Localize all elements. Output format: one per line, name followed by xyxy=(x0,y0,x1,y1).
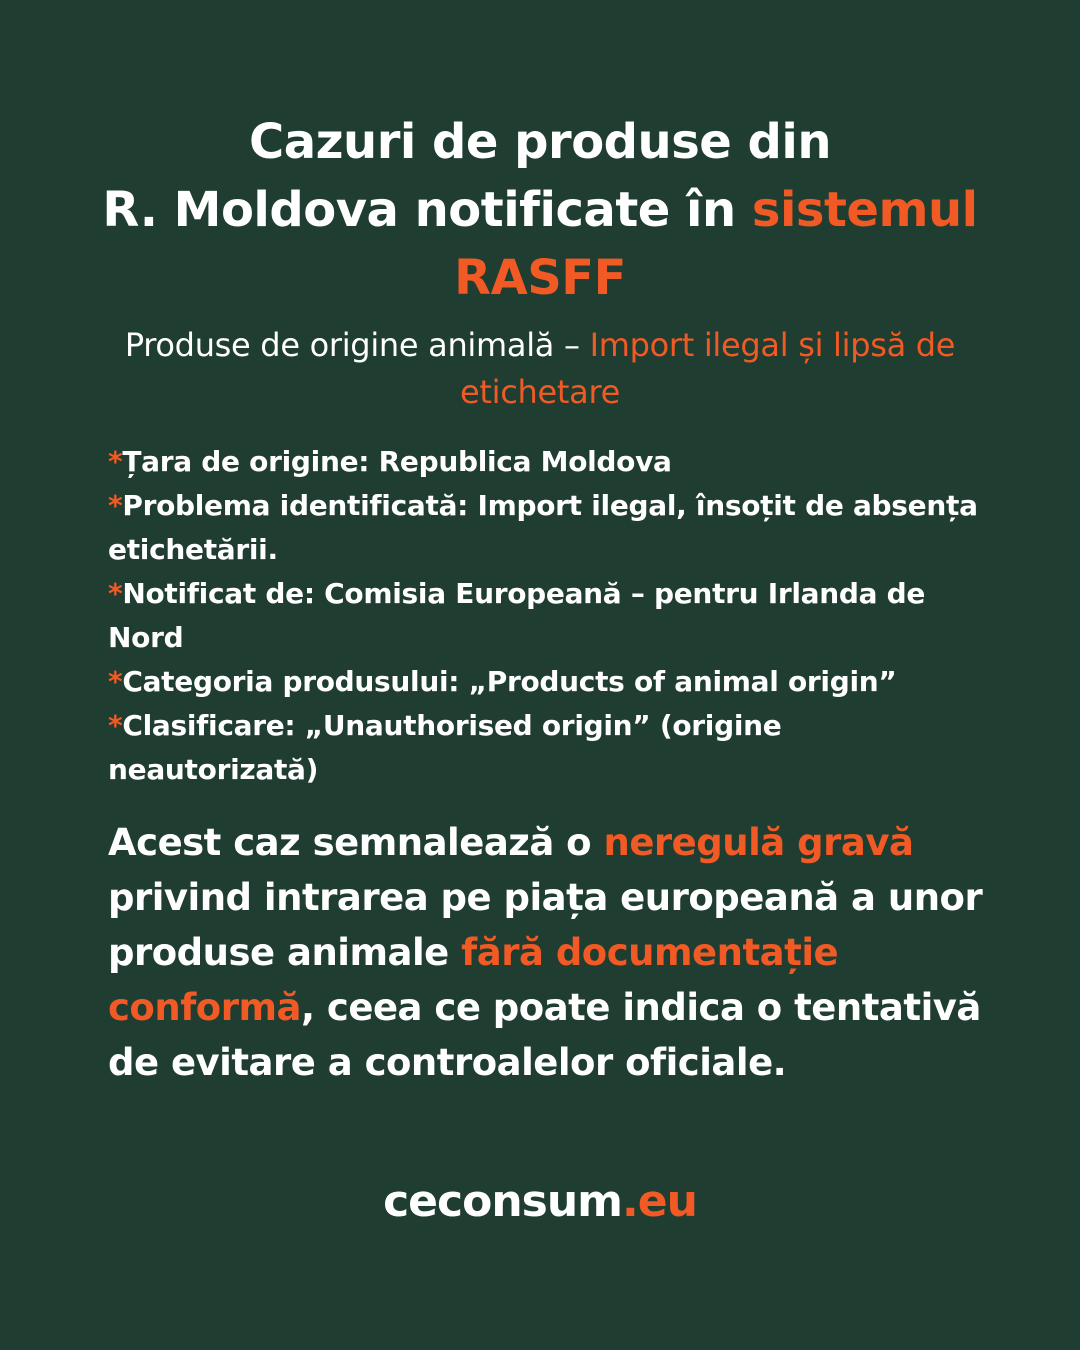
fact-item xyxy=(108,660,988,704)
title-line-2-text: R. Moldova notificate în xyxy=(102,182,752,238)
fact-item xyxy=(108,572,988,660)
fact-item xyxy=(108,704,988,792)
summary-part-1: Acest caz semnalează o xyxy=(108,821,604,864)
fact-text: Clasificare: „Unauthorised origin” (origine neautorizată) xyxy=(108,709,782,786)
subtitle xyxy=(90,322,990,416)
logo-suffix: .eu xyxy=(622,1176,697,1227)
fact-text: Țara de origine: Republica Moldova xyxy=(122,445,672,478)
fact-marker: * xyxy=(108,489,123,522)
fact-marker: * xyxy=(108,577,123,610)
fact-item xyxy=(108,440,988,484)
fact-marker: * xyxy=(108,445,123,478)
subtitle-accent: Import ilegal și lipsă de etichetare xyxy=(460,326,956,411)
summary-part-2: privind intrarea pe piața europeană a unor produse animale xyxy=(108,876,983,974)
brand-logo xyxy=(0,1170,1080,1234)
page-title xyxy=(60,108,1020,312)
summary-paragraph xyxy=(108,815,1008,1090)
title-line-2-accent: sistemul xyxy=(751,182,978,238)
summary-part-3: , ceea ce poate indica o tentativă de evitare a controalelor oficiale. xyxy=(108,986,981,1084)
fact-text: Notificat de: Comisia Europeană – pentru Irlanda de Nord xyxy=(108,577,926,654)
logo-main: ceconsum xyxy=(383,1176,623,1227)
title-line-1: Cazuri de produse din xyxy=(248,114,832,170)
title-line-2 xyxy=(60,176,1020,244)
facts-list xyxy=(108,440,988,792)
fact-marker: * xyxy=(108,709,123,742)
summary-accent-1: neregulă gravă xyxy=(603,821,914,864)
fact-item xyxy=(108,484,988,572)
fact-text: Problema identificată: Import ilegal, însoțit de absența etichetării. xyxy=(108,489,978,566)
summary-accent-2: fără documentație conformă xyxy=(108,931,839,1029)
fact-text: Categoria produsului: „Products of animal origin” xyxy=(122,665,897,698)
title-line-3-accent: RASFF xyxy=(454,250,626,306)
subtitle-text: Produse de origine animală – xyxy=(124,326,590,364)
fact-marker: * xyxy=(108,665,123,698)
